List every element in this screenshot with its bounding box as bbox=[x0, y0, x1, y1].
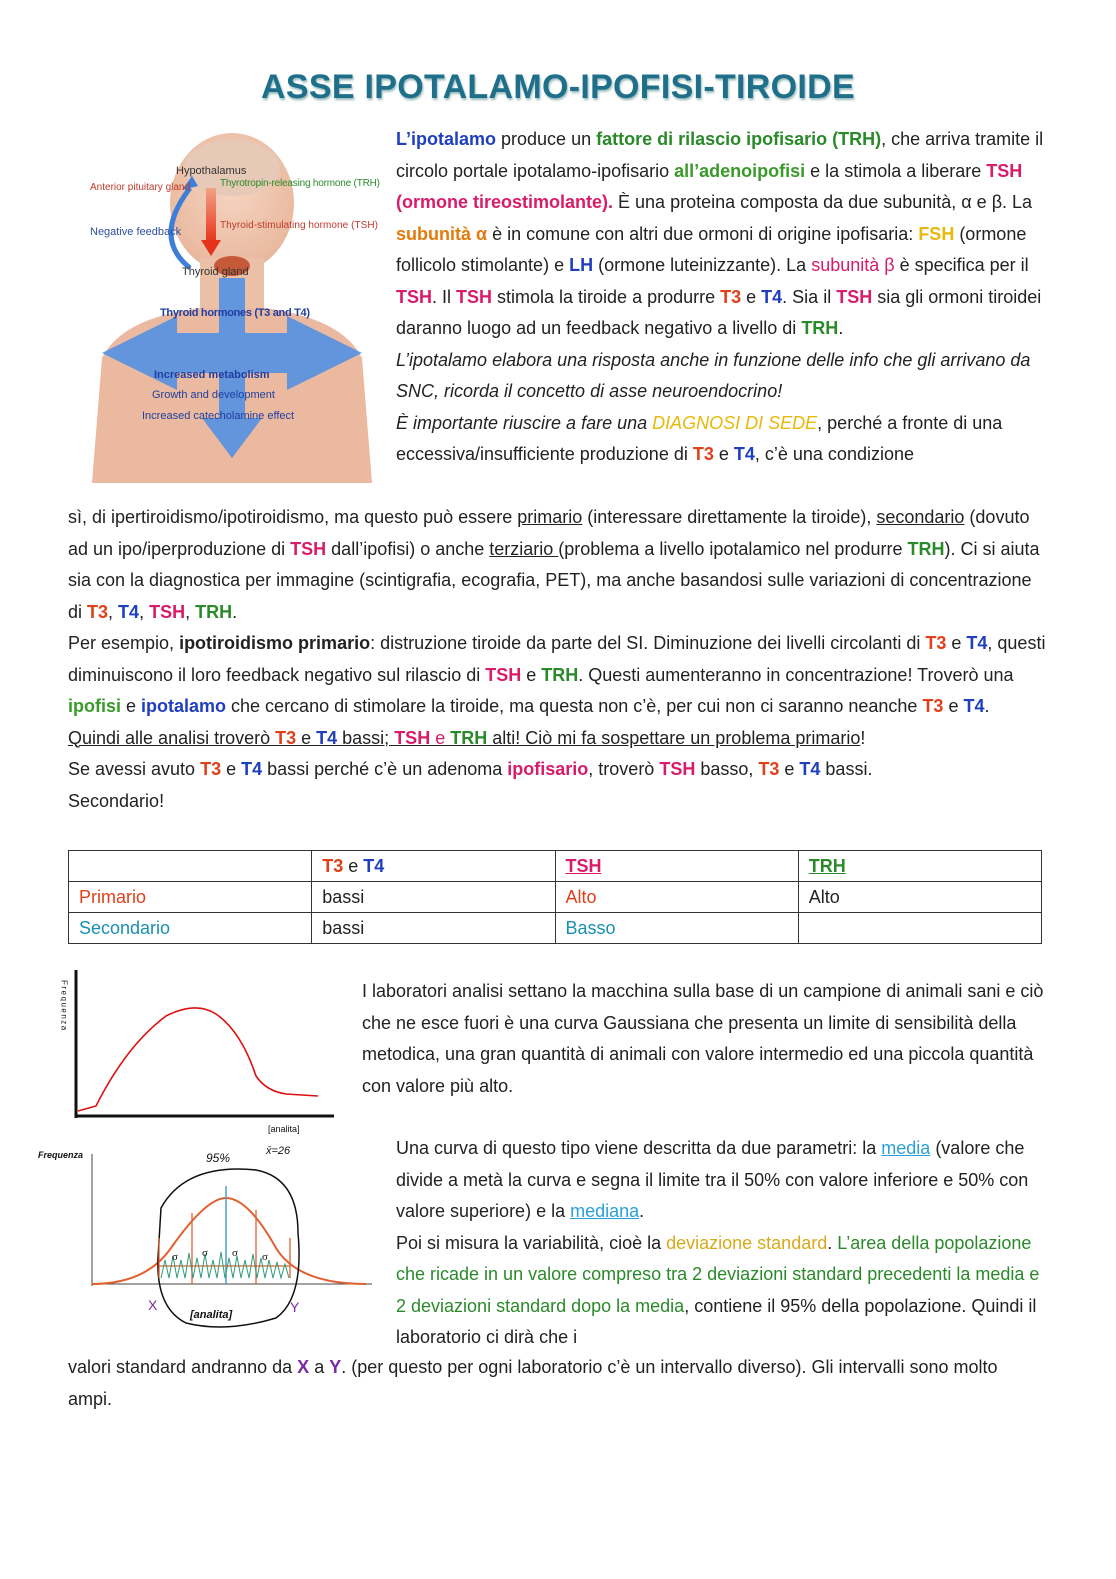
sigma-3: σ bbox=[232, 1247, 238, 1259]
lab-paragraph: I laboratori analisi settano la macchina sulla base di un campione di animali sani e ciò che ne esce fuori è una curva Gaussiana che presenta un limite di sensibilità della metodica, una gran quantità di animali con valore intermedio ed una piccola quantità con valore più alto. bbox=[362, 981, 1044, 1096]
label-hypothalamus: Hypothalamus bbox=[176, 165, 247, 177]
graph1-curve bbox=[78, 1008, 318, 1111]
primary-example: Per esempio, ipotiroidismo primario: distruzione tiroide da parte del SI. Diminuzione dei livelli circolanti di T3 e T4, questi diminuiscono il loro feedback negativo sul rilascio di TSH e TRH. Questi aumenteranno in concentrazione! Troverò una ipofisi e ipotalamo che cercano di stimolare la tiroide, ma questa non c’è, per cui non ci saranno neanche T3 e T4. bbox=[68, 633, 1046, 716]
label-anterior-pituitary: Anterior pituitary gland bbox=[90, 182, 191, 193]
label-catecholamine: Increased catecholamine effect bbox=[142, 410, 295, 422]
term-mediana: mediana bbox=[570, 1201, 640, 1221]
table-row: Primario bassi Alto Alto bbox=[69, 882, 1042, 913]
label-tsh: Thyroid-stimulating hormone (TSH) bbox=[220, 220, 378, 231]
sigma-1: σ bbox=[172, 1251, 178, 1263]
graph2-curve bbox=[92, 1198, 366, 1284]
page-title: ASSE IPOTALAMO-IPOFISI-TIROIDE bbox=[261, 68, 855, 106]
term-adenoipofisi: all’adenoipofisi bbox=[674, 160, 806, 181]
graph2-outline bbox=[158, 1169, 299, 1327]
body-paragraphs: sì, di ipertiroidismo/ipotiroidismo, ma questo può essere primario (interessare direttamente la tiroide), secondario (dovuto ad un ipo/iperproduzione di TSH dall’ipofisi) o anche terziario (problema a livello ipotalamico nel produrre TRH). Ci si aiuta sia con la diagnostica per immagine (scintigrafia, ecografia, PET), ma anche basandosi sulle variazioni di concentrazione di T3, T4, TSH, TRH. Per esempio, ipotiroidismo primario: distruzione tiroide da parte del SI. Diminuzione dei livelli circolanti di T3 e T4, questi diminuiscono il loro feedback negativo sul rilascio di TSH e TRH. Questi aumenteranno in concentrazione! Troverò una ipofisi e ipotalamo che cercano di stimolare la tiroide, ma questa non c’è, per cui non ci saranno neanche T3 e T4. Quindi alle analisi troverò T3 e T4 bassi; TSH e TRH alti! Ciò mi fa sospettare un problema primario! Se avessi avuto T3 e T4 bassi perché c’è un adenoma ipofisario, troverò TSH basso, T3 e T4 bassi. Secondario! bbox=[68, 502, 1046, 817]
statistics-paragraph: Una curva di questo tipo viene descritta da due parametri: la media (valore che divide a metà la curva e segna il limite tra il 50% con valore inferiore e 50% con valore superiore) e la mediana. Poi si misura la variabilità, cioè la deviazione standard. L’area della popolazione che ricade in un valore compreso tra 2 deviazioni standard precedenti la media e 2 deviazioni standard dopo la media, contiene il 95% della popolazione. Quindi il laboratorio ci dirà che i bbox=[396, 1138, 1040, 1347]
sigma-2: σ bbox=[202, 1247, 208, 1259]
label-increased-metabolism: Increased metabolism bbox=[154, 369, 270, 381]
label-thyroid-gland: Thyroid gland bbox=[182, 266, 249, 278]
diagnosis-table bbox=[68, 850, 1042, 944]
term-trh-factor: fattore di rilascio ipofisario (TRH) bbox=[596, 129, 882, 149]
graph2-xlabel: [analita] bbox=[190, 1309, 233, 1321]
tsh-arrow bbox=[206, 188, 216, 243]
graph2-y-mark: Y bbox=[290, 1299, 300, 1315]
term-ipotalamo: L’ipotalamo bbox=[396, 129, 497, 149]
intro-paragraph: L’ipotalamo produce un fattore di rilascio ipofisario (TRH), che arriva tramite il circolo portale ipotalamo-ipofisario all’adenoipofisi e la stimola a liberare TSH (ormone tireostimolante). È una proteina composta da due subunità, α e β. La subunità α è in comune con altri due ormoni di origine ipofisaria: FSH (ormone follicolo stimolante) e LH (ormone luteinizzante). La subunità β è specifica per il TSH. Il TSH stimola la tiroide a produrre T3 e T4. Sia il TSH sia gli ormoni tiroidei daranno luogo ad un feedback negativo a livello di TRH. L’ipotalamo elabora una risposta anche in funzione delle info che gli arrivano da SNC, ricorda il concetto di asse neuroendocrino! È importante riuscire a fare una DIAGNOSI DI SEDE, perché a fronte di una eccessiva/insufficiente produzione di T3 e T4, c’è una condizione bbox=[396, 124, 1046, 471]
label-thyroid-hormones: Thyroid hormones (T3 and T4) bbox=[160, 307, 310, 319]
table-row: Secondario bassi Basso bbox=[69, 913, 1042, 944]
term-subunit-beta: subunità β bbox=[811, 255, 895, 275]
sigma-4: σ bbox=[262, 1251, 268, 1263]
distribution-graph bbox=[36, 1138, 376, 1338]
gaussian-graph bbox=[56, 966, 346, 1136]
term-deviazione-standard: deviazione standard bbox=[666, 1232, 828, 1253]
interval-paragraph: valori standard andranno da X a Y. (per questo per ogni laboratorio c’è un intervallo diverso). Gli intervalli sono molto ampi. bbox=[68, 1357, 998, 1409]
ann-mean: x̄=26 bbox=[266, 1145, 291, 1157]
term-subunit-alpha: subunità α bbox=[396, 223, 488, 244]
neuroendocrine-note: L’ipotalamo elabora una risposta anche in funzione delle info che gli arrivano da SNC, ricorda il concetto di asse neuroendocrino! bbox=[396, 349, 1031, 401]
graph2-x-mark: X bbox=[148, 1297, 158, 1313]
fill-hatching bbox=[161, 1252, 289, 1278]
ann-95: 95% bbox=[206, 1151, 231, 1165]
graph1-ylabel: Frequenza bbox=[59, 980, 69, 1032]
diagnosis-intro: È importante riuscire a fare una DIAGNOSI DI SEDE, perché a fronte di una eccessiva/insufficiente produzione di T3 e T4, c’è una condizione bbox=[396, 412, 1003, 464]
secondary-example: Se avessi avuto T3 e T4 bassi perché c’è un adenoma ipofisario, troverò TSH basso, T3 e T4 bassi. bbox=[68, 759, 873, 779]
label-growth: Growth and development bbox=[152, 389, 275, 401]
table-header-row: T3 e T4 TSH TRH bbox=[69, 851, 1042, 882]
secondary-label: Secondario! bbox=[68, 790, 165, 811]
label-trh: Thyrotropin-releasing hormone (TRH) bbox=[220, 178, 380, 189]
hpt-axis-diagram bbox=[82, 128, 382, 483]
label-negative-feedback: Negative feedback bbox=[90, 226, 182, 238]
term-media: media bbox=[881, 1138, 931, 1158]
graph2-ylabel: Frequenza bbox=[38, 1150, 84, 1160]
graph1-xlabel: [analita] bbox=[268, 1124, 300, 1134]
primary-summary: Quindi alle analisi troverò T3 e T4 bassi; TSH e TRH alti! Ciò mi fa sospettare un problema primario! bbox=[68, 727, 866, 748]
term-tsh: TSH (ormone tireostimolante). bbox=[396, 160, 1023, 212]
